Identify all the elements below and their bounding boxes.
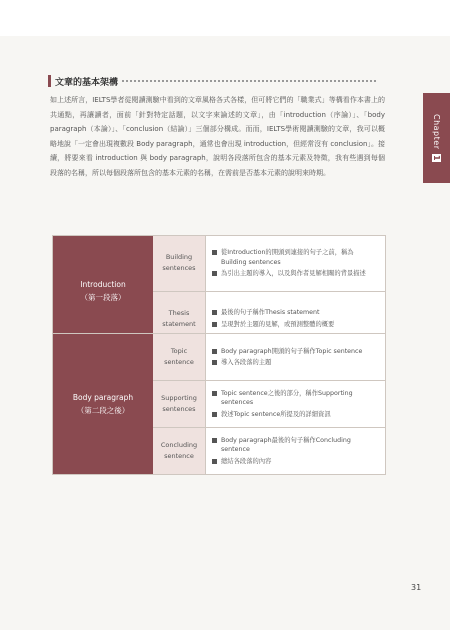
block-label-sub: （第二段之後） xyxy=(76,406,130,415)
block-rows xyxy=(153,236,385,346)
row-label-line: Supporting xyxy=(161,394,197,402)
item-text: 總結各段落的內容 xyxy=(221,457,272,465)
table-row xyxy=(153,381,385,428)
block-label xyxy=(53,236,153,346)
chapter-tab-label xyxy=(432,114,441,163)
list-item xyxy=(212,320,379,330)
table-row xyxy=(153,236,385,292)
row-label xyxy=(153,236,206,291)
row-label-line: Building xyxy=(165,253,193,262)
row-label-line: sentence xyxy=(164,452,194,460)
square-bullet-icon xyxy=(212,438,217,443)
body-paragraph-block xyxy=(52,333,386,475)
row-label xyxy=(153,334,206,380)
row-label-line: sentence xyxy=(164,358,194,366)
list-item xyxy=(212,436,379,455)
row-label xyxy=(153,428,206,474)
section-heading xyxy=(48,74,378,88)
block-label xyxy=(53,334,153,474)
row-items xyxy=(206,236,385,291)
block-label-sub: （第一段落） xyxy=(80,293,126,302)
row-items xyxy=(206,428,385,474)
square-bullet-icon xyxy=(212,412,217,417)
block-label-title: Introduction xyxy=(80,280,126,289)
square-bullet-icon xyxy=(212,459,217,464)
list-item xyxy=(212,347,379,357)
row-label-line: sentences xyxy=(162,264,196,273)
item-text: Body paragraph最後的句子稱作Concluding sentence xyxy=(221,436,351,454)
chapter-number: 1 xyxy=(432,155,441,162)
section-dotted-rule xyxy=(122,80,378,82)
list-item xyxy=(212,248,379,267)
item-text: Body paragraph開頭的句子稱作Topic sentence xyxy=(221,347,363,355)
item-text: 導入各段落的主題 xyxy=(221,359,272,366)
row-label-line: statement xyxy=(162,319,196,328)
item-text: 最後的句子稱作Thesis statement xyxy=(221,309,320,317)
item-text: 為引出主題的導入，以及與作者見解相關的背景描述 xyxy=(221,270,366,277)
row-label-line: Topic xyxy=(170,347,188,355)
chapter-tab xyxy=(423,93,450,183)
row-label-line: Thesis xyxy=(168,308,190,317)
list-item xyxy=(212,308,379,318)
square-bullet-icon xyxy=(212,310,217,315)
square-bullet-icon xyxy=(212,391,217,396)
table-row xyxy=(153,334,385,381)
body-paragraph xyxy=(50,93,385,181)
block-rows xyxy=(153,334,385,474)
list-item xyxy=(212,389,379,408)
row-items xyxy=(206,381,385,427)
chapter-word: Chapter xyxy=(432,113,441,150)
list-item xyxy=(212,457,379,467)
item-text: 從Introduction的開頭到連接的句子之前，稱為Building sentences xyxy=(221,249,354,266)
block-label-title: Body paragraph xyxy=(72,393,134,402)
list-item xyxy=(212,269,379,279)
item-text: 敘述Topic sentence所提及的詳細資訊 xyxy=(221,410,331,418)
square-bullet-icon xyxy=(212,349,217,354)
square-bullet-icon xyxy=(212,250,217,255)
page-top-margin xyxy=(0,0,450,36)
table-row xyxy=(153,428,385,474)
section-title: 文章的基本架構 xyxy=(55,77,119,88)
paragraph-text: 如上述所言，IELTS學者從閱讀測驗中看到的文章風格各式各樣，但可將它們的「職業式」等構看作本書上的共通點，再讓讀者，面前「針對特定話題，以文字來論述的文章」，由「introduction（序論）」、「body paragraph（本論）」、「conclusion（結論）」三個部分構成。而而，IELTS學術閱讀測驗的文章，我可以概略地說「一定會出現複數段 Body paragraph，通常也會出現 introduction，但經常沒有 conclusion」。接續，將要來看 introduction 與 body paragraph，說明各段落所包含的基本元素及特徵，我有些遇到每個段落的名稱，所以每個段落所包含的基本元素的名稱，在需前是否基本元素的說明來時期。 xyxy=(50,96,385,177)
section-marker xyxy=(48,75,51,87)
row-label-line: Concluding xyxy=(160,441,198,449)
introduction-block xyxy=(52,235,386,347)
row-label-line: sentences xyxy=(162,405,196,413)
square-bullet-icon xyxy=(212,322,217,327)
page-number: 31 xyxy=(411,583,422,592)
square-bullet-icon xyxy=(212,271,217,276)
list-item xyxy=(212,358,379,368)
square-bullet-icon xyxy=(212,360,217,365)
list-item xyxy=(212,410,379,420)
row-label xyxy=(153,381,206,427)
item-text: 呈現對於主題的見解，或預測整體的概要 xyxy=(221,320,335,328)
item-text: Topic sentence之後的部分，稱作Supporting sentences xyxy=(221,389,353,407)
row-items xyxy=(206,334,385,380)
